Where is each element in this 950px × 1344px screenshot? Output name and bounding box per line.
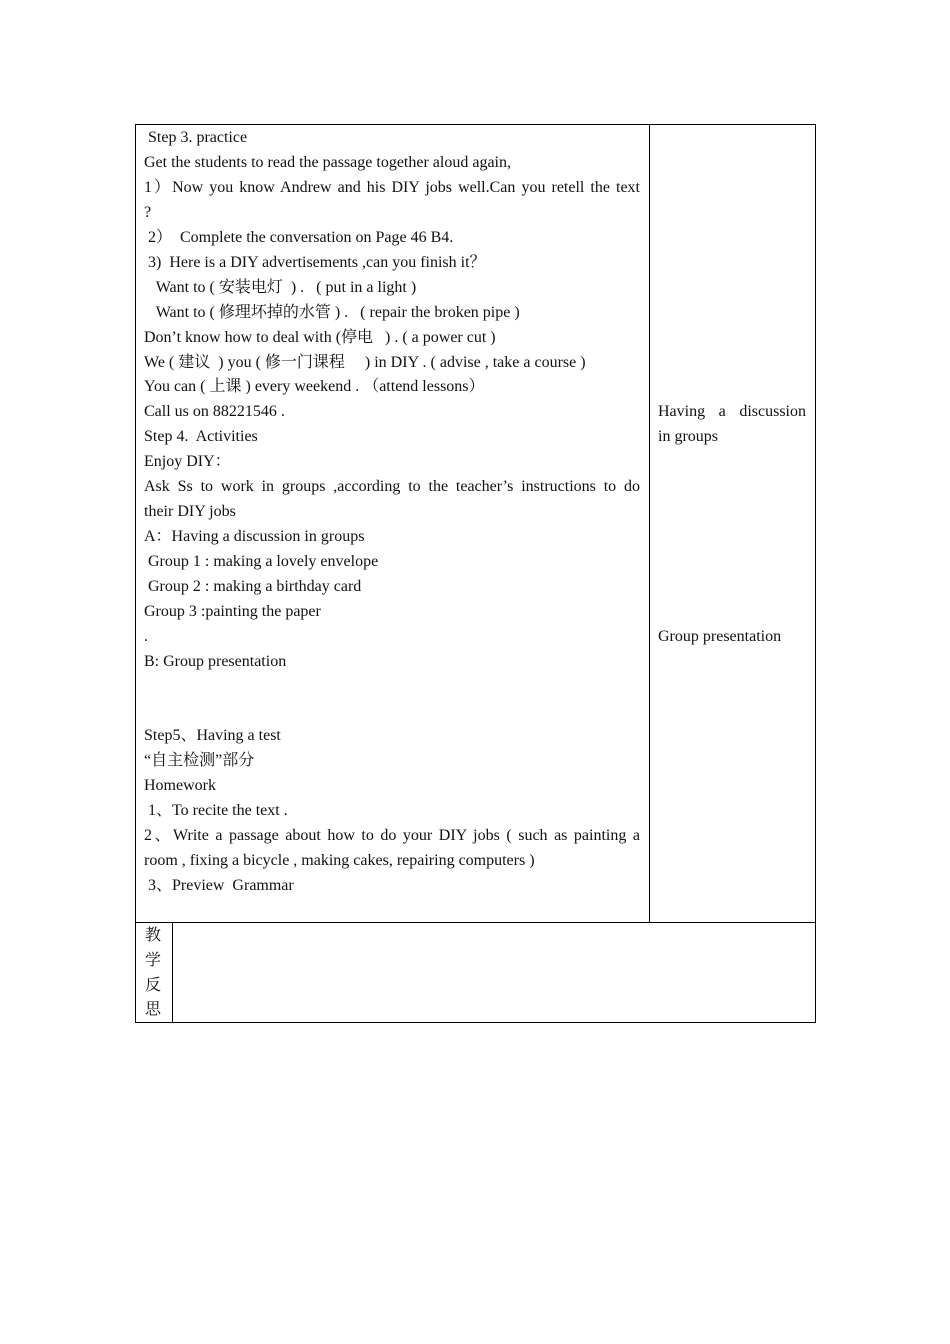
side-note: in groups xyxy=(658,428,718,445)
side-note: Group presentation xyxy=(658,628,782,645)
text-line: 3、Preview Grammar xyxy=(144,877,294,894)
text-line: Group 1 : making a lovely envelope xyxy=(144,553,379,570)
text-line: “自主检测”部分 xyxy=(144,752,255,769)
text-line: We ( 建议 ) you ( 修一门课程 ) in DIY . ( advise , take a course ) xyxy=(144,354,586,371)
text-line: Group 2 : making a birthday card xyxy=(144,578,362,595)
text-line: 2） Complete the conversation on Page 46 B4. xyxy=(144,229,454,246)
text-line: Call us on 88221546 . xyxy=(144,403,285,420)
homework-heading: Homework xyxy=(144,777,216,794)
text-line: 2、Write a passage about how to do your DIY jobs ( such as painting a xyxy=(144,827,640,844)
teaching-steps-cell xyxy=(136,125,650,922)
side-note: Having a discussion xyxy=(658,403,806,420)
reflection-label-char: 思 xyxy=(145,1001,162,1018)
step4-heading: Step 4. Activities xyxy=(144,428,258,445)
reflection-content-cell xyxy=(173,923,815,1023)
reflection-label-cell xyxy=(136,923,173,1023)
lesson-plan-table xyxy=(135,124,816,1023)
text-line: Don’t know how to deal with (停电 ) . ( a power cut ) xyxy=(144,329,496,346)
step5-heading: Step5、Having a test xyxy=(144,727,281,744)
text-line: 1、To recite the text . xyxy=(144,802,288,819)
text-line: B: Group presentation xyxy=(144,653,287,670)
text-line: Want to ( 安装电灯 ) . ( put in a light ) xyxy=(144,279,417,296)
text-line: Ask Ss to work in groups ,according to the teacher’s instructions to do xyxy=(144,478,640,495)
text-line: Enjoy DIY： xyxy=(144,453,231,470)
text-line: Group 3 :painting the paper xyxy=(144,603,321,620)
text-line: room , fixing a bicycle , making cakes, repairing computers ) xyxy=(144,852,535,869)
text-line: 1）Now you know Andrew and his DIY jobs well.Can you retell the text xyxy=(144,179,640,196)
text-line: Get the students to read the passage together aloud again, xyxy=(144,154,511,171)
text-line: You can ( 上课 ) every weekend . （attend lessons） xyxy=(144,378,485,395)
text-line: . xyxy=(144,628,148,645)
reflection-label-char: 学 xyxy=(145,952,162,969)
reflection-row xyxy=(136,922,815,1023)
reflection-label-char: 教 xyxy=(145,927,162,944)
text-line: Want to ( 修理坏掉的水管 ) . ( repair the broken pipe ) xyxy=(144,304,520,321)
activity-notes-cell xyxy=(650,125,815,922)
text-line: ? xyxy=(144,204,152,221)
text-line: A：Having a discussion in groups xyxy=(144,528,365,545)
text-line: 3) Here is a DIY advertisements ,can you finish it？ xyxy=(144,254,486,271)
text-line: their DIY jobs xyxy=(144,503,236,520)
step3-heading: Step 3. practice xyxy=(144,129,248,146)
reflection-label-char: 反 xyxy=(145,977,162,994)
